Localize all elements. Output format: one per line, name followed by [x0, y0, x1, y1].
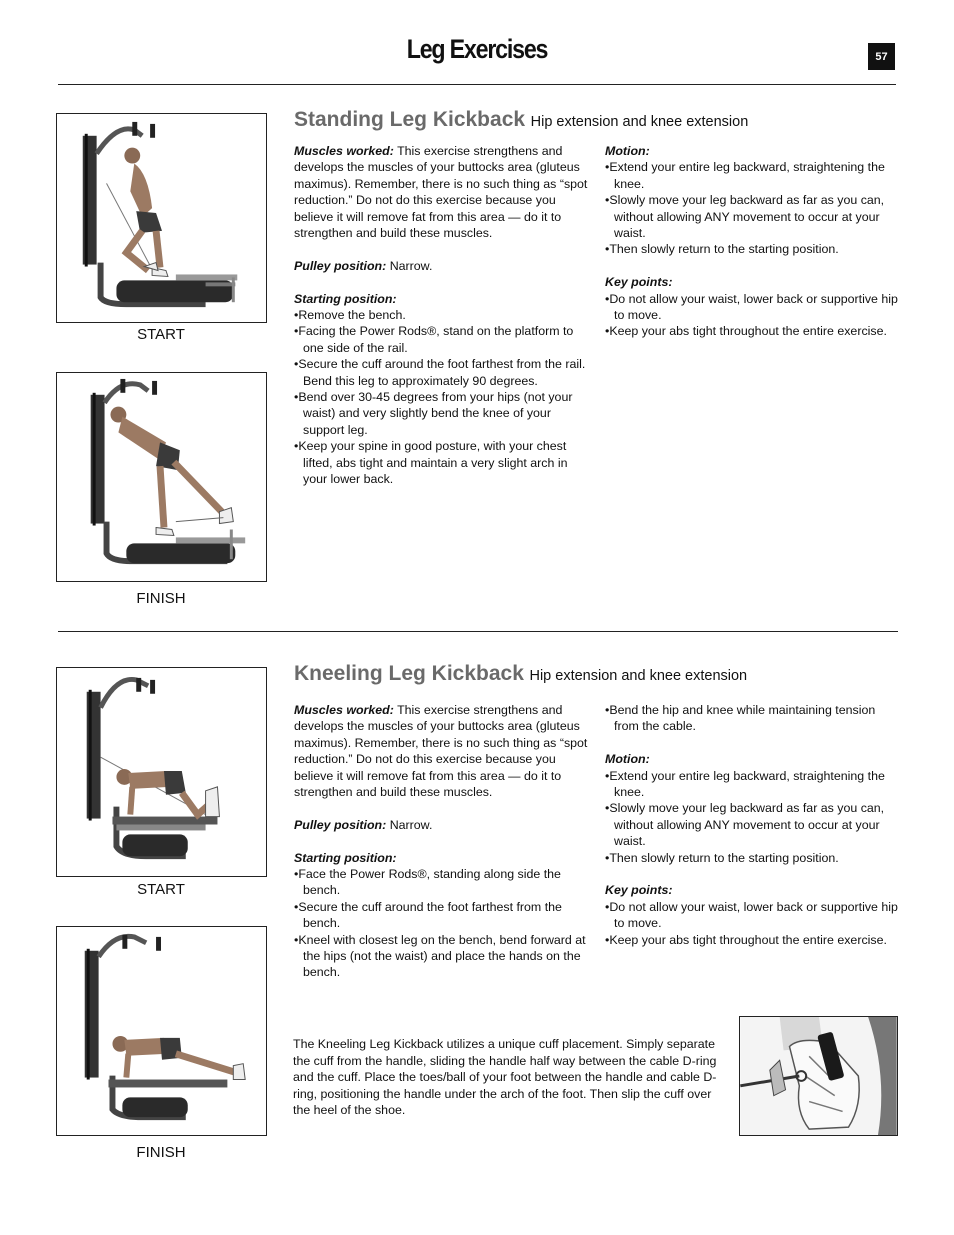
muscles-text: This exercise strengthens and develops the muscles of your buttocks area (gluteus maximus). Remember, there is no such thing as “spot reduction.” Do not do this exercise because you believe it will remove fat from this area — do it to strengthen and build these muscles.: [294, 703, 588, 800]
starting-label: Starting position:: [294, 850, 397, 865]
pulley-text: Narrow.: [386, 817, 433, 832]
starting-list: [294, 866, 594, 981]
list-item: • Face the Power Rods®, standing along side the bench.: [294, 866, 594, 899]
key-list: [605, 899, 901, 948]
motion-label: Motion:: [605, 752, 650, 767]
standing-start-caption: START: [137, 326, 185, 343]
kneeling-finish-caption: FINISH: [136, 1144, 186, 1161]
standing-start-photo: [56, 113, 267, 323]
section2-col-left: [294, 702, 594, 981]
starting-cont-list: [605, 702, 901, 735]
pulley-label: Pulley position:: [294, 817, 387, 832]
list-item: • Keep your abs tight throughout the entire exercise.: [605, 932, 901, 948]
muscles-text: This exercise strengthens and develops the muscles of your buttocks area (gluteus maximus). Remember, there is no such thing as “spot reduction.” Do not do this exercise because you believe it will remove fat from this area — do it to strengthen and build these muscles.: [294, 144, 588, 241]
list-item: • Keep your spine in good posture, with your chest lifted, abs tight and maintain a very slight arch in your lower back.: [294, 438, 594, 487]
motion-list: [605, 159, 901, 257]
list-item: • Facing the Power Rods®, stand on the platform to one side of the rail.: [294, 323, 594, 356]
section2-subtitle: Hip extension and knee extension: [529, 668, 748, 684]
list-item: • Remove the bench.: [294, 307, 594, 323]
list-item: • Keep your abs tight throughout the entire exercise.: [605, 323, 901, 339]
standing-finish-photo: [56, 372, 267, 582]
pulley-label: Pulley position:: [294, 258, 387, 273]
page-number: 57: [868, 43, 895, 70]
list-item: • Secure the cuff around the foot farthest from the rail. Bend this leg to approximately 90 degrees.: [294, 356, 594, 389]
kneeling-start-caption: START: [137, 881, 185, 898]
machine-kneeling-start-illustration: [57, 668, 266, 876]
standing-finish-caption: FINISH: [136, 590, 186, 607]
list-item: • Do not allow your waist, lower back or supportive hip to move.: [605, 291, 901, 324]
cuff-foot-illustration: [740, 1017, 897, 1135]
section1-title: [294, 108, 748, 132]
motion-label: Motion:: [605, 144, 650, 158]
section2-title: [294, 662, 747, 686]
key-list: [605, 291, 901, 340]
list-item: • Then slowly return to the starting position.: [605, 850, 901, 866]
motion-list: [605, 768, 901, 866]
starting-list: [294, 307, 594, 487]
section2-col-right: [605, 702, 901, 948]
section2-title-text: Kneeling Leg Kickback: [294, 662, 524, 685]
section-divider: [58, 631, 898, 632]
list-item: • Slowly move your leg backward as far as you can, without allowing ANY movement to occur at your waist.: [605, 800, 901, 849]
section1-col-right: [605, 143, 901, 340]
list-item: • Extend your entire leg backward, straightening the knee.: [605, 159, 901, 192]
cuff-photo: [739, 1016, 898, 1136]
cuff-note: The Kneeling Leg Kickback utilizes a unique cuff placement. Simply separate the cuff from the handle, sliding the handle half way between the cable D-ring and the cuff. Place the toes/ball of your foot between the handle and cable D-ring, positioning the handle under the arch of the foot. Then slip the cuff over the heel of the shoe.: [293, 1037, 717, 1118]
list-item: • Bend over 30-45 degrees from your hips (not your waist) and very slightly bend the knee of your support leg.: [294, 389, 594, 438]
list-item: • Kneel with closest leg on the bench, bend forward at the hips (not the waist) and place the hands on the bench.: [294, 932, 594, 981]
list-item: • Secure the cuff around the foot farthest from the bench.: [294, 899, 594, 932]
list-item: • Extend your entire leg backward, straightening the knee.: [605, 768, 901, 801]
header-rule: [58, 84, 896, 85]
list-item: • Then slowly return to the starting position.: [605, 241, 901, 257]
key-label: Key points:: [605, 883, 673, 898]
section1-subtitle: Hip extension and knee extension: [530, 114, 749, 130]
machine-kneeling-finish-illustration: [57, 927, 266, 1135]
list-item: • Do not allow your waist, lower back or supportive hip to move.: [605, 899, 901, 932]
key-label: Key points:: [605, 275, 673, 290]
page-title: Leg Exercises: [406, 34, 548, 64]
starting-label: Starting position:: [294, 291, 397, 306]
list-item: • Slowly move your leg backward as far as you can, without allowing ANY movement to occur at your waist.: [605, 192, 901, 241]
muscles-label: Muscles worked:: [294, 703, 394, 717]
pulley-text: Narrow.: [386, 258, 433, 273]
section1-title-text: Standing Leg Kickback: [294, 108, 526, 131]
machine-standing-start-illustration: [57, 114, 266, 322]
kneeling-start-photo: [56, 667, 267, 877]
list-item: • Bend the hip and knee while maintaining tension from the cable.: [605, 702, 901, 735]
section1-col-left: [294, 143, 594, 488]
muscles-label: Muscles worked:: [294, 144, 394, 158]
kneeling-finish-photo: [56, 926, 267, 1136]
machine-standing-finish-illustration: [57, 373, 266, 581]
